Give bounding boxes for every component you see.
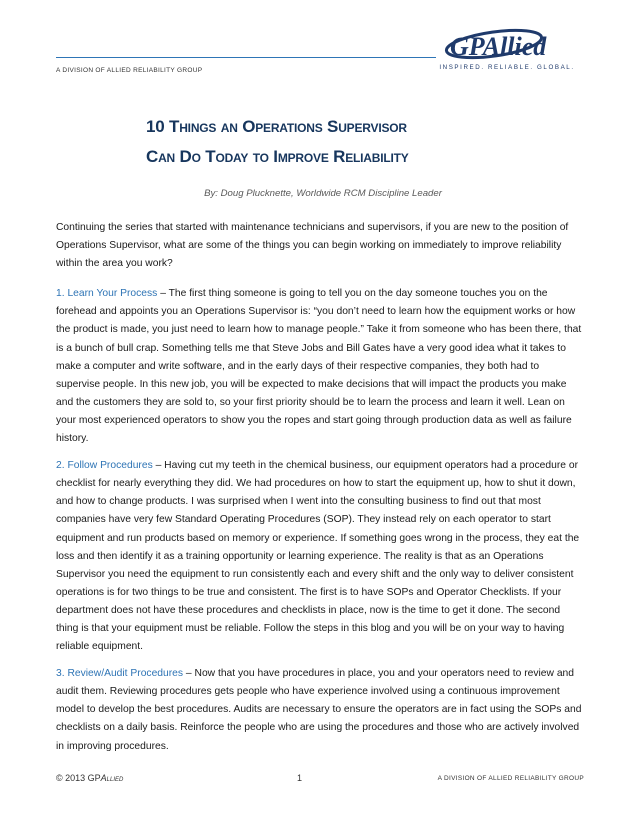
section-3-text: – Now that you have procedures in place, you and your operators need to review and audit them. Reviewing procedures gets people who have experience involved using a continuous improvement model to develop the best procedures. Audits are necessary to ensure the operators are in fact using the SOPs and checklists on a daily basis. Reinforce the people who are using the procedures and those who are actively involved in improving procedures. <box>56 668 582 752</box>
page-title <box>146 112 566 172</box>
logo-wordmark: GPAllied <box>450 32 547 61</box>
footer-copyright-text: © 2013 GP <box>56 773 101 783</box>
section-1 <box>56 285 584 448</box>
section-3 <box>56 665 584 755</box>
section-1-text: – The first thing someone is going to tell you on the day someone touches you on the forehead and appoints you an Operations Supervisor is: “you don’t need to learn how the equipment works or how the product is made, you just need to learn how to manage people.” Take it from someone who has been there, that is a bunch of bull crap. Something tells me that Steve Jobs and Bill Gates have a very good idea what it takes to make a computer and write software, and in the early days of their respective companies, they both had to supervise people. In this new job, you will be expected to make decisions that will impact the products you make and the customers they are sold to, so your first priority should be to learn the process and learn it well. Lean on your most experienced operators to show you the ropes and start going through production data as well as failure history. <box>56 288 582 445</box>
footer-copyright <box>56 773 123 783</box>
header-rule <box>56 57 436 58</box>
title-line-2: Can Do Today to Improve Reliability <box>146 147 409 166</box>
gpallied-logo <box>432 28 582 76</box>
section-1-heading: 1. Learn Your Process <box>56 288 158 300</box>
section-2-text: – Having cut my teeth in the chemical business, our equipment operators had a procedure or checklist for nearly everything they did. We had procedures on how to start the equipment up, how to shut it down, and how to change products. I was surprised when I went into the consulting business to find out that most companies have very few Standard Operating Procedures (SOP). They instead rely on each operator to start equipment and run products based on memory or experience. If something goes wrong in the process, they eat the loss and then identify it as a training opportunity or learning experience. The reality is that as an Operations Supervisor you need the equipment to run consistently each and every shift and the only way to deliver consistent operations is for two things to be true and consistent. The first is to have SOPs and Operator Checklists. If your department does not have these procedures and checklists in place, now is the time to get it done. The second thing is that your equipment must be reliable. Follow the steps in this blog and you will be on your way to having reliable equipment. <box>56 460 580 653</box>
article-body <box>56 219 584 765</box>
section-2 <box>56 457 584 656</box>
byline: By: Doug Plucknette, Worldwide RCM Discipline Leader <box>204 188 442 199</box>
header-division-text: A DIVISION OF ALLIED RELIABILITY GROUP <box>56 67 203 74</box>
section-3-heading: 3. Review/Audit Procedures <box>56 668 184 680</box>
logo-mark <box>432 28 582 64</box>
title-line-1: 10 Things an Operations Supervisor <box>146 117 407 136</box>
footer-copyright-brand: Allied <box>100 773 124 783</box>
footer-page-number: 1 <box>297 773 303 783</box>
footer-division-text: A DIVISION OF ALLIED RELIABILITY GROUP <box>437 775 584 782</box>
logo-tagline: INSPIRED. RELIABLE. GLOBAL. <box>439 64 575 71</box>
section-2-heading: 2. Follow Procedures <box>56 460 153 472</box>
intro-paragraph: Continuing the series that started with maintenance technicians and supervisors, if you are new to the position of Operations Supervisor, what are some of the things you can begin working on immediately to improve reliability within the area you work? <box>56 222 569 270</box>
